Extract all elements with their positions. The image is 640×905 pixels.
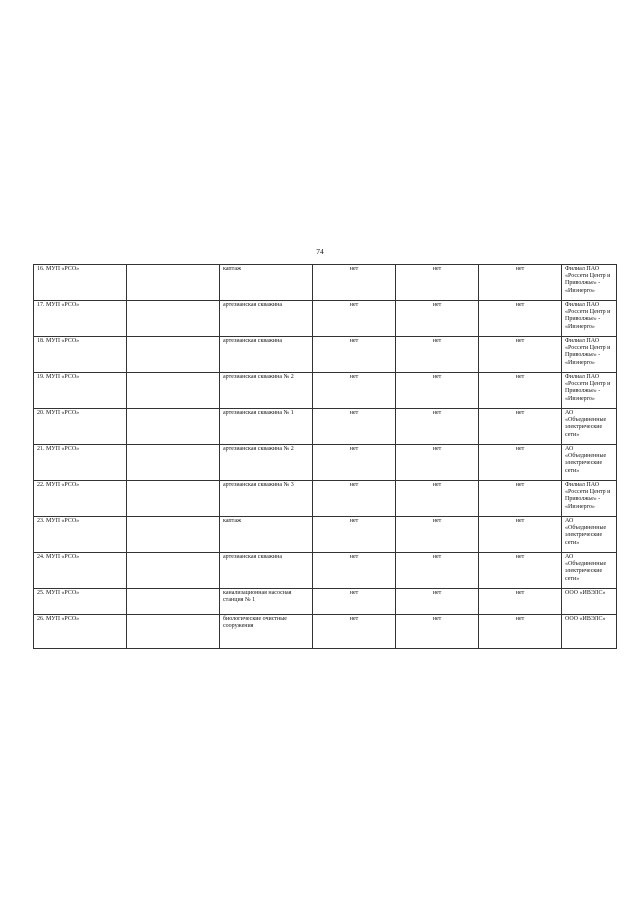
table-row (34, 373, 617, 409)
value-cell: нет (479, 589, 562, 615)
value-cell: нет (396, 481, 479, 517)
supplier-cell: ООО «ИВЭЛС» (562, 589, 617, 615)
supplier-cell: ООО «ИВЭЛС» (562, 615, 617, 649)
value-cell: нет (313, 553, 396, 589)
object-cell: артезианская скважина № 2 (220, 373, 313, 409)
value-cell: нет (396, 517, 479, 553)
page-number: 74 (316, 247, 324, 256)
value-cell: нет (479, 553, 562, 589)
table-row (34, 589, 617, 615)
organization-cell: 24. МУП «РСО» (34, 553, 127, 589)
empty-cell (127, 337, 220, 373)
object-cell: каптаж (220, 517, 313, 553)
value-cell: нет (479, 481, 562, 517)
supplier-cell: Филиал ПАО «Россети Центр и Приволжье» - «Ивэнерго» (562, 481, 617, 517)
value-cell: нет (313, 265, 396, 301)
empty-cell (127, 589, 220, 615)
object-cell: биологические очистные сооружения (220, 615, 313, 649)
object-cell: артезианская скважина (220, 553, 313, 589)
supplier-cell: АО «Объединенные электрические сети» (562, 517, 617, 553)
value-cell: нет (313, 409, 396, 445)
object-cell: канализационная насосная станция № 1 (220, 589, 313, 615)
organization-cell: 21. МУП «РСО» (34, 445, 127, 481)
value-cell: нет (396, 337, 479, 373)
empty-cell (127, 481, 220, 517)
supplier-cell: Филиал ПАО «Россети Центр и Приволжье» - «Ивэнерго» (562, 301, 617, 337)
supplier-cell: Филиал ПАО «Россети Центр и Приволжье» - «Ивэнерго» (562, 373, 617, 409)
organization-cell: 17. МУП «РСО» (34, 301, 127, 337)
organization-cell: 22. МУП «РСО» (34, 481, 127, 517)
value-cell: нет (313, 615, 396, 649)
value-cell: нет (396, 301, 479, 337)
value-cell: нет (313, 301, 396, 337)
table-row (34, 337, 617, 373)
table-row (34, 481, 617, 517)
table-row (34, 409, 617, 445)
value-cell: нет (396, 445, 479, 481)
supplier-cell: АО «Объединенные электрические сети» (562, 553, 617, 589)
value-cell: нет (396, 409, 479, 445)
organization-cell: 18. МУП «РСО» (34, 337, 127, 373)
table-row (34, 301, 617, 337)
object-cell: артезианская скважина (220, 337, 313, 373)
empty-cell (127, 409, 220, 445)
value-cell: нет (313, 373, 396, 409)
empty-cell (127, 517, 220, 553)
value-cell: нет (396, 265, 479, 301)
table-row (34, 265, 617, 301)
value-cell: нет (313, 337, 396, 373)
organization-cell: 25. МУП «РСО» (34, 589, 127, 615)
value-cell: нет (479, 337, 562, 373)
object-cell: артезианская скважина № 1 (220, 409, 313, 445)
empty-cell (127, 373, 220, 409)
organization-cell: 26. МУП «РСО» (34, 615, 127, 649)
value-cell: нет (396, 615, 479, 649)
table-row (34, 553, 617, 589)
table-row (34, 445, 617, 481)
value-cell: нет (313, 445, 396, 481)
supplier-cell: Филиал ПАО «Россети Центр и Приволжье» - «Ивэнерго» (562, 337, 617, 373)
empty-cell (127, 615, 220, 649)
value-cell: нет (479, 517, 562, 553)
empty-cell (127, 301, 220, 337)
organization-cell: 19. МУП «РСО» (34, 373, 127, 409)
value-cell: нет (396, 553, 479, 589)
value-cell: нет (313, 517, 396, 553)
value-cell: нет (396, 589, 479, 615)
empty-cell (127, 553, 220, 589)
value-cell: нет (479, 409, 562, 445)
organization-cell: 16. МУП «РСО» (34, 265, 127, 301)
supplier-cell: АО «Объединенные электрические сети» (562, 409, 617, 445)
value-cell: нет (479, 445, 562, 481)
value-cell: нет (313, 481, 396, 517)
table-row (34, 615, 617, 649)
value-cell: нет (479, 373, 562, 409)
table-row (34, 517, 617, 553)
value-cell: нет (479, 301, 562, 337)
value-cell: нет (313, 589, 396, 615)
object-cell: каптаж (220, 265, 313, 301)
organization-cell: 23. МУП «РСО» (34, 517, 127, 553)
empty-cell (127, 265, 220, 301)
object-cell: артезианская скважина (220, 301, 313, 337)
supplier-cell: АО «Объединенные электрические сети» (562, 445, 617, 481)
value-cell: нет (396, 373, 479, 409)
value-cell: нет (479, 265, 562, 301)
object-cell: артезианская скважина № 2 (220, 445, 313, 481)
value-cell: нет (479, 615, 562, 649)
organization-cell: 20. МУП «РСО» (34, 409, 127, 445)
supplier-cell: Филиал ПАО «Россети Центр и Приволжье» - «Ивэнерго» (562, 265, 617, 301)
facilities-table (33, 264, 617, 649)
object-cell: артезианская скважина № 3 (220, 481, 313, 517)
empty-cell (127, 445, 220, 481)
